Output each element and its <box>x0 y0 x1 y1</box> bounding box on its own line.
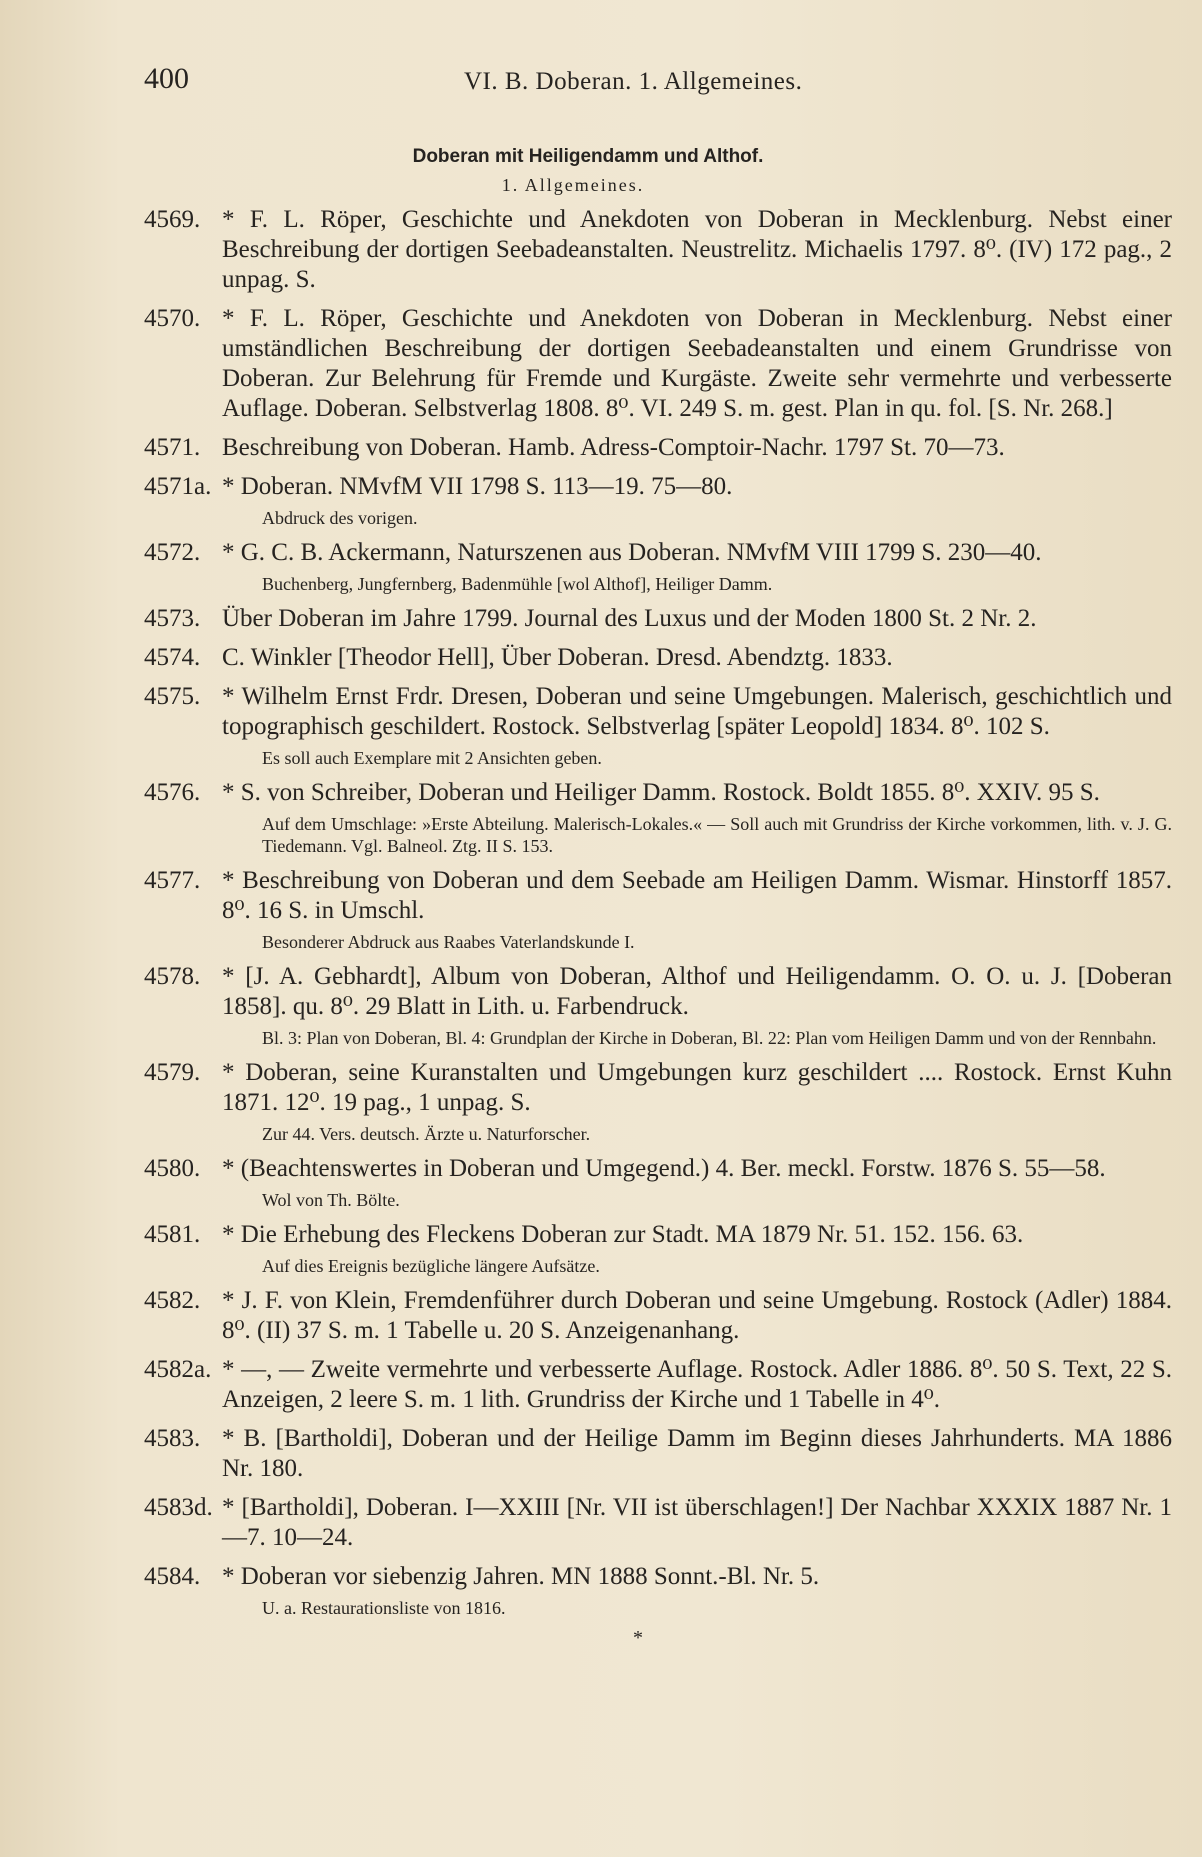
entry-text: C. Winkler [Theodor Hell], Über Doberan. Dresd. Abendztg. 1833. <box>222 644 893 671</box>
entry-number: 4577. <box>144 867 201 894</box>
entry-text: * Die Erhebung des Fleckens Doberan zur Stadt. MA 1879 Nr. 51. 152. 156. 63. <box>222 1221 1024 1248</box>
entry-number: 4579. <box>144 1059 201 1086</box>
entry-body <box>222 1562 1172 1619</box>
entry-note: U. a. Restaurationsliste von 1816. <box>262 1598 506 1618</box>
bibliography-entry <box>144 1562 1172 1619</box>
entry-text: * (Beachtenswertes in Doberan und Umgegend.) 4. Ber. meckl. Forstw. 1876 S. 55—58. <box>222 1155 1106 1182</box>
entry-number: 4573. <box>144 605 201 632</box>
entry-number: 4582a. <box>144 1356 212 1383</box>
entry-body <box>222 538 1172 595</box>
entry-note: Zur 44. Vers. deutsch. Ärzte u. Naturforscher. <box>262 1124 591 1144</box>
entry-body <box>222 1058 1172 1145</box>
entry-body <box>222 1286 1172 1346</box>
bibliography-entry <box>144 682 1172 769</box>
entry-body <box>222 866 1172 953</box>
entry-text: * B. [Bartholdi], Doberan und der Heilige Damm im Beginn dieses Jahrhunderts. MA 1886 Nr. 180. <box>222 1425 1172 1482</box>
bibliography-entry <box>144 1286 1172 1346</box>
bibliography-entry <box>144 1355 1172 1415</box>
bibliography-entry <box>144 643 1172 673</box>
running-title: VI. B. Doberan. 1. Allgemeines. <box>464 68 803 95</box>
entry-note: Abdruck des vorigen. <box>262 508 418 528</box>
entry-text: * G. C. B. Ackermann, Naturszenen aus Doberan. NMvfM VIII 1799 S. 230—40. <box>222 539 1042 566</box>
bibliography-entry <box>144 604 1172 634</box>
entry-number: 4584. <box>144 1563 201 1590</box>
entry-text: * —, — Zweite vermehrte und verbesserte Auflage. Rostock. Adler 1886. 8⁰. 50 S. Text, 22 S. Anzeigen, 2 leere S. m. 1 lith. Grundriss der Kirche und 1 Tabelle in 4⁰. <box>222 1356 1172 1413</box>
entry-text: * F. L. Röper, Geschichte und Anekdoten von Doberan in Mecklenburg. Nebst einer Beschreibung der dortigen Seebadeanstalten. Neustrelitz. Michaelis 1797. 8⁰. (IV) 172 pag., 2 unpag. S. <box>222 206 1172 293</box>
entry-number: 4572. <box>144 539 201 566</box>
section-title: Doberan mit Heiligendamm und Althof. <box>412 146 764 167</box>
bibliography-entry <box>144 1424 1172 1484</box>
entry-text: * Doberan vor siebenzig Jahren. MN 1888 Sonnt.-Bl. Nr. 5. <box>222 1563 820 1590</box>
entry-text: Über Doberan im Jahre 1799. Journal des Luxus und der Moden 1800 St. 2 Nr. 2. <box>222 605 1037 632</box>
bibliography-entry <box>144 1058 1172 1145</box>
bibliography-entry <box>144 962 1172 1049</box>
bibliography-entry <box>144 1493 1172 1553</box>
bibliography-entry <box>144 205 1172 295</box>
subsection-title: 1. Allgemeines. <box>501 175 645 195</box>
entry-body <box>222 1154 1172 1211</box>
entry-number: 4576. <box>144 779 201 806</box>
entry-number: 4574. <box>144 644 201 671</box>
entry-number: 4575. <box>144 683 201 710</box>
entry-number: 4582. <box>144 1287 201 1314</box>
entry-number: 4571a. <box>144 473 212 500</box>
bibliography-list <box>144 205 1172 1619</box>
entry-number: 4570. <box>144 305 201 332</box>
entry-body <box>222 304 1172 424</box>
entry-body <box>222 1493 1172 1553</box>
bibliography-entry <box>144 433 1172 463</box>
entry-text: * [J. A. Gebhardt], Album von Doberan, Althof und Heiligendamm. O. O. u. J. [Doberan 1858]. qu. 8⁰. 29 Blatt in Lith. u. Farbendruck. <box>222 963 1172 1020</box>
entry-number: 4583. <box>144 1425 201 1452</box>
entry-number: 4578. <box>144 963 201 990</box>
entry-note: Besonderer Abdruck aus Raabes Vaterlandskunde I. <box>262 932 635 952</box>
entry-text: * Doberan. NMvfM VII 1798 S. 113—19. 75—80. <box>222 473 733 500</box>
entry-note: Auf dies Ereignis bezügliche längere Aufsätze. <box>262 1256 600 1276</box>
entry-note: Es soll auch Exemplare mit 2 Ansichten geben. <box>262 748 602 768</box>
entry-body <box>222 205 1172 295</box>
entry-body <box>222 433 1172 463</box>
entry-text: * Beschreibung von Doberan und dem Seebade am Heiligen Damm. Wismar. Hinstorff 1857. 8⁰. 16 S. in Umschl. <box>222 867 1172 924</box>
bibliography-entry <box>144 866 1172 953</box>
entry-text: * Doberan, seine Kuranstalten und Umgebungen kurz geschildert .... Rostock. Ernst Kuhn 1871. 12⁰. 19 pag., 1 unpag. S. <box>222 1059 1172 1116</box>
entry-body <box>222 1220 1172 1277</box>
bibliography-entry <box>144 778 1172 857</box>
entry-body <box>222 682 1172 769</box>
entry-number: 4571. <box>144 434 201 461</box>
bibliography-entry <box>144 1154 1172 1211</box>
bibliography-entry <box>144 1220 1172 1277</box>
entry-body <box>222 604 1172 634</box>
entry-number: 4580. <box>144 1155 201 1182</box>
entry-number: 4569. <box>144 206 201 233</box>
entry-note: Bl. 3: Plan von Doberan, Bl. 4: Grundplan der Kirche in Doberan, Bl. 22: Plan vom Heiligen Damm und von der Rennbahn. <box>262 1028 1157 1048</box>
entry-note: Auf dem Umschlage: »Erste Abteilung. Malerisch-Lokales.« — Soll auch mit Grundriss der Kirche vorkommen, lith. v. J. G. Tiedemann. Vgl. Balneol. Ztg. II S. 153. <box>262 814 1172 856</box>
entry-body <box>222 1355 1172 1415</box>
entry-number: 4583d. <box>144 1494 213 1521</box>
entry-body <box>222 778 1172 857</box>
entry-body <box>222 962 1172 1049</box>
bibliography-entry <box>144 472 1172 529</box>
entry-text: * [Bartholdi], Doberan. I—XXIII [Nr. VII ist überschlagen!] Der Nachbar XXXIX 1887 Nr. 1—7. 10—24. <box>222 1494 1172 1551</box>
entry-text: * J. F. von Klein, Fremdenführer durch Doberan und seine Umgebung. Rostock (Adler) 1884. 8⁰. (II) 37 S. m. 1 Tabelle u. 20 S. Anzeigenanhang. <box>222 1287 1172 1344</box>
entry-body <box>222 472 1172 529</box>
running-head <box>144 52 1172 98</box>
entry-text: * S. von Schreiber, Doberan und Heiliger Damm. Rostock. Boldt 1855. 8⁰. XXIV. 95 S. <box>222 779 1100 806</box>
entry-text: * Wilhelm Ernst Frdr. Dresen, Doberan und seine Umgebungen. Malerisch, geschichtlich und topographisch geschildert. Rostock. Selbstverlag [später Leopold] 1834. 8⁰. 102 S. <box>222 683 1172 740</box>
entry-note: Buchenberg, Jungfernberg, Badenmühle [wol Althof], Heiliger Damm. <box>262 574 773 594</box>
page-number: 400 <box>144 62 189 95</box>
bibliography-entry <box>144 304 1172 424</box>
footer-mark: * <box>633 1627 643 1649</box>
entry-number: 4581. <box>144 1221 201 1248</box>
entry-note: Wol von Th. Bölte. <box>262 1190 400 1210</box>
entry-text: * F. L. Röper, Geschichte und Anekdoten von Doberan in Mecklenburg. Nebst einer umständlichen Beschreibung der dortigen Seebadeanstalten und einem Grundrisse von Doberan. Zur Belehrung für Fremde und Kurgäste. Zweite sehr vermehrte und verbesserte Auflage. Doberan. Selbstverlag 1808. 8⁰. VI. 249 S. m. gest. Plan in qu. fol. [S. Nr. 268.] <box>222 305 1172 422</box>
entry-body <box>222 1424 1172 1484</box>
bibliography-entry <box>144 538 1172 595</box>
entry-text: Beschreibung von Doberan. Hamb. Adress-Comptoir-Nachr. 1797 St. 70—73. <box>222 434 1005 461</box>
entry-body <box>222 643 1172 673</box>
